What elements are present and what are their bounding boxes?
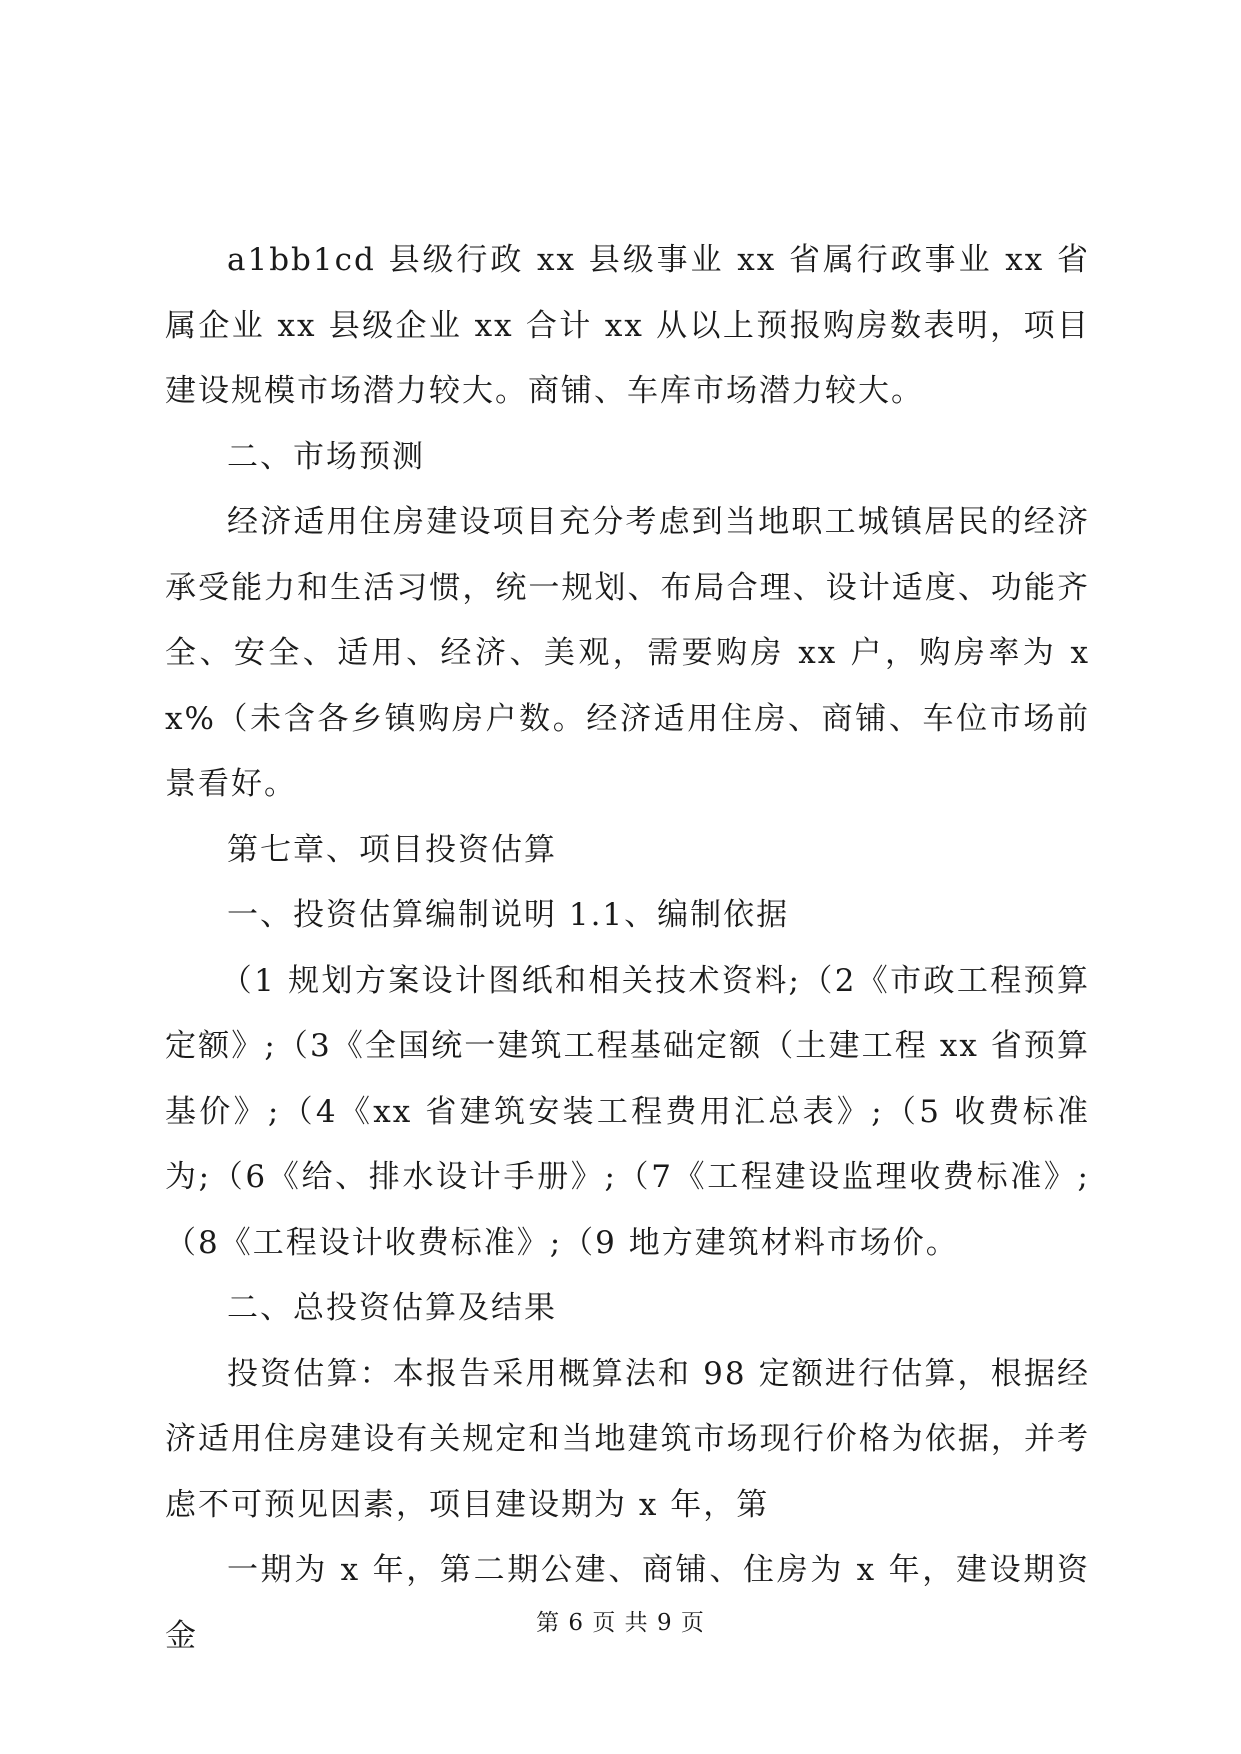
heading-total-investment: 二、总投资估算及结果 (227, 1290, 557, 1326)
paragraph-market-forecast: 经济适用住房建设项目充分考虑到当地职工城镇居民的经济承受能力和生活习惯，统一规划、布局合理、设计适度、功能齐全、安全、适用、经济、美观，需要购房 xx 户，购房率为 xx%（未含各乡镇购房户数。经济适用住房、商铺、车位市场前景看好。 (165, 504, 1090, 802)
heading-estimate-basis: 一、投资估算编制说明 1.1、编制依据 (227, 897, 790, 933)
document-body (165, 228, 1090, 1669)
heading-chapter-seven: 第七章、项目投资估算 (227, 831, 557, 868)
paragraph-estimate-basis-list: （1 规划方案设计图纸和相关技术资料;（2《市政工程预算定额》;（3《全国统一建筑工程基础定额（土建工程 xx 省预算基价》;（4《xx 省建筑安装工程费用汇总表》;（5 收费标准为;（6《给、排水设计手册》;（7《工程建设监理收费标准》;（8《工程设计收费标准》;（9 地方建筑材料市场价。 (165, 962, 1090, 1261)
paragraph-market-demand: a1bb1cd 县级行政 xx 县级事业 xx 省属行政事业 xx 省属企业 xx 县级企业 xx 合计 xx 从以上预报购房数表明，项目建设规模市场潜力较大。商铺、车库市场潜力较大。 (165, 242, 1090, 409)
paragraph-investment-estimate: 投资估算：本报告采用概算法和 98 定额进行估算，根据经济适用住房建设有关规定和当地建筑市场现行价格为依据，并考虑不可预见因素，项目建设期为 x 年，第 (165, 1355, 1090, 1523)
paragraph-construction-period: 一期为 x 年，第二期公建、商铺、住房为 x 年，建设期资金 (165, 1552, 1090, 1654)
heading-market-forecast: 二、市场预测 (227, 438, 425, 475)
page-number-footer: 第 6 页 共 9 页 (536, 1610, 705, 1636)
